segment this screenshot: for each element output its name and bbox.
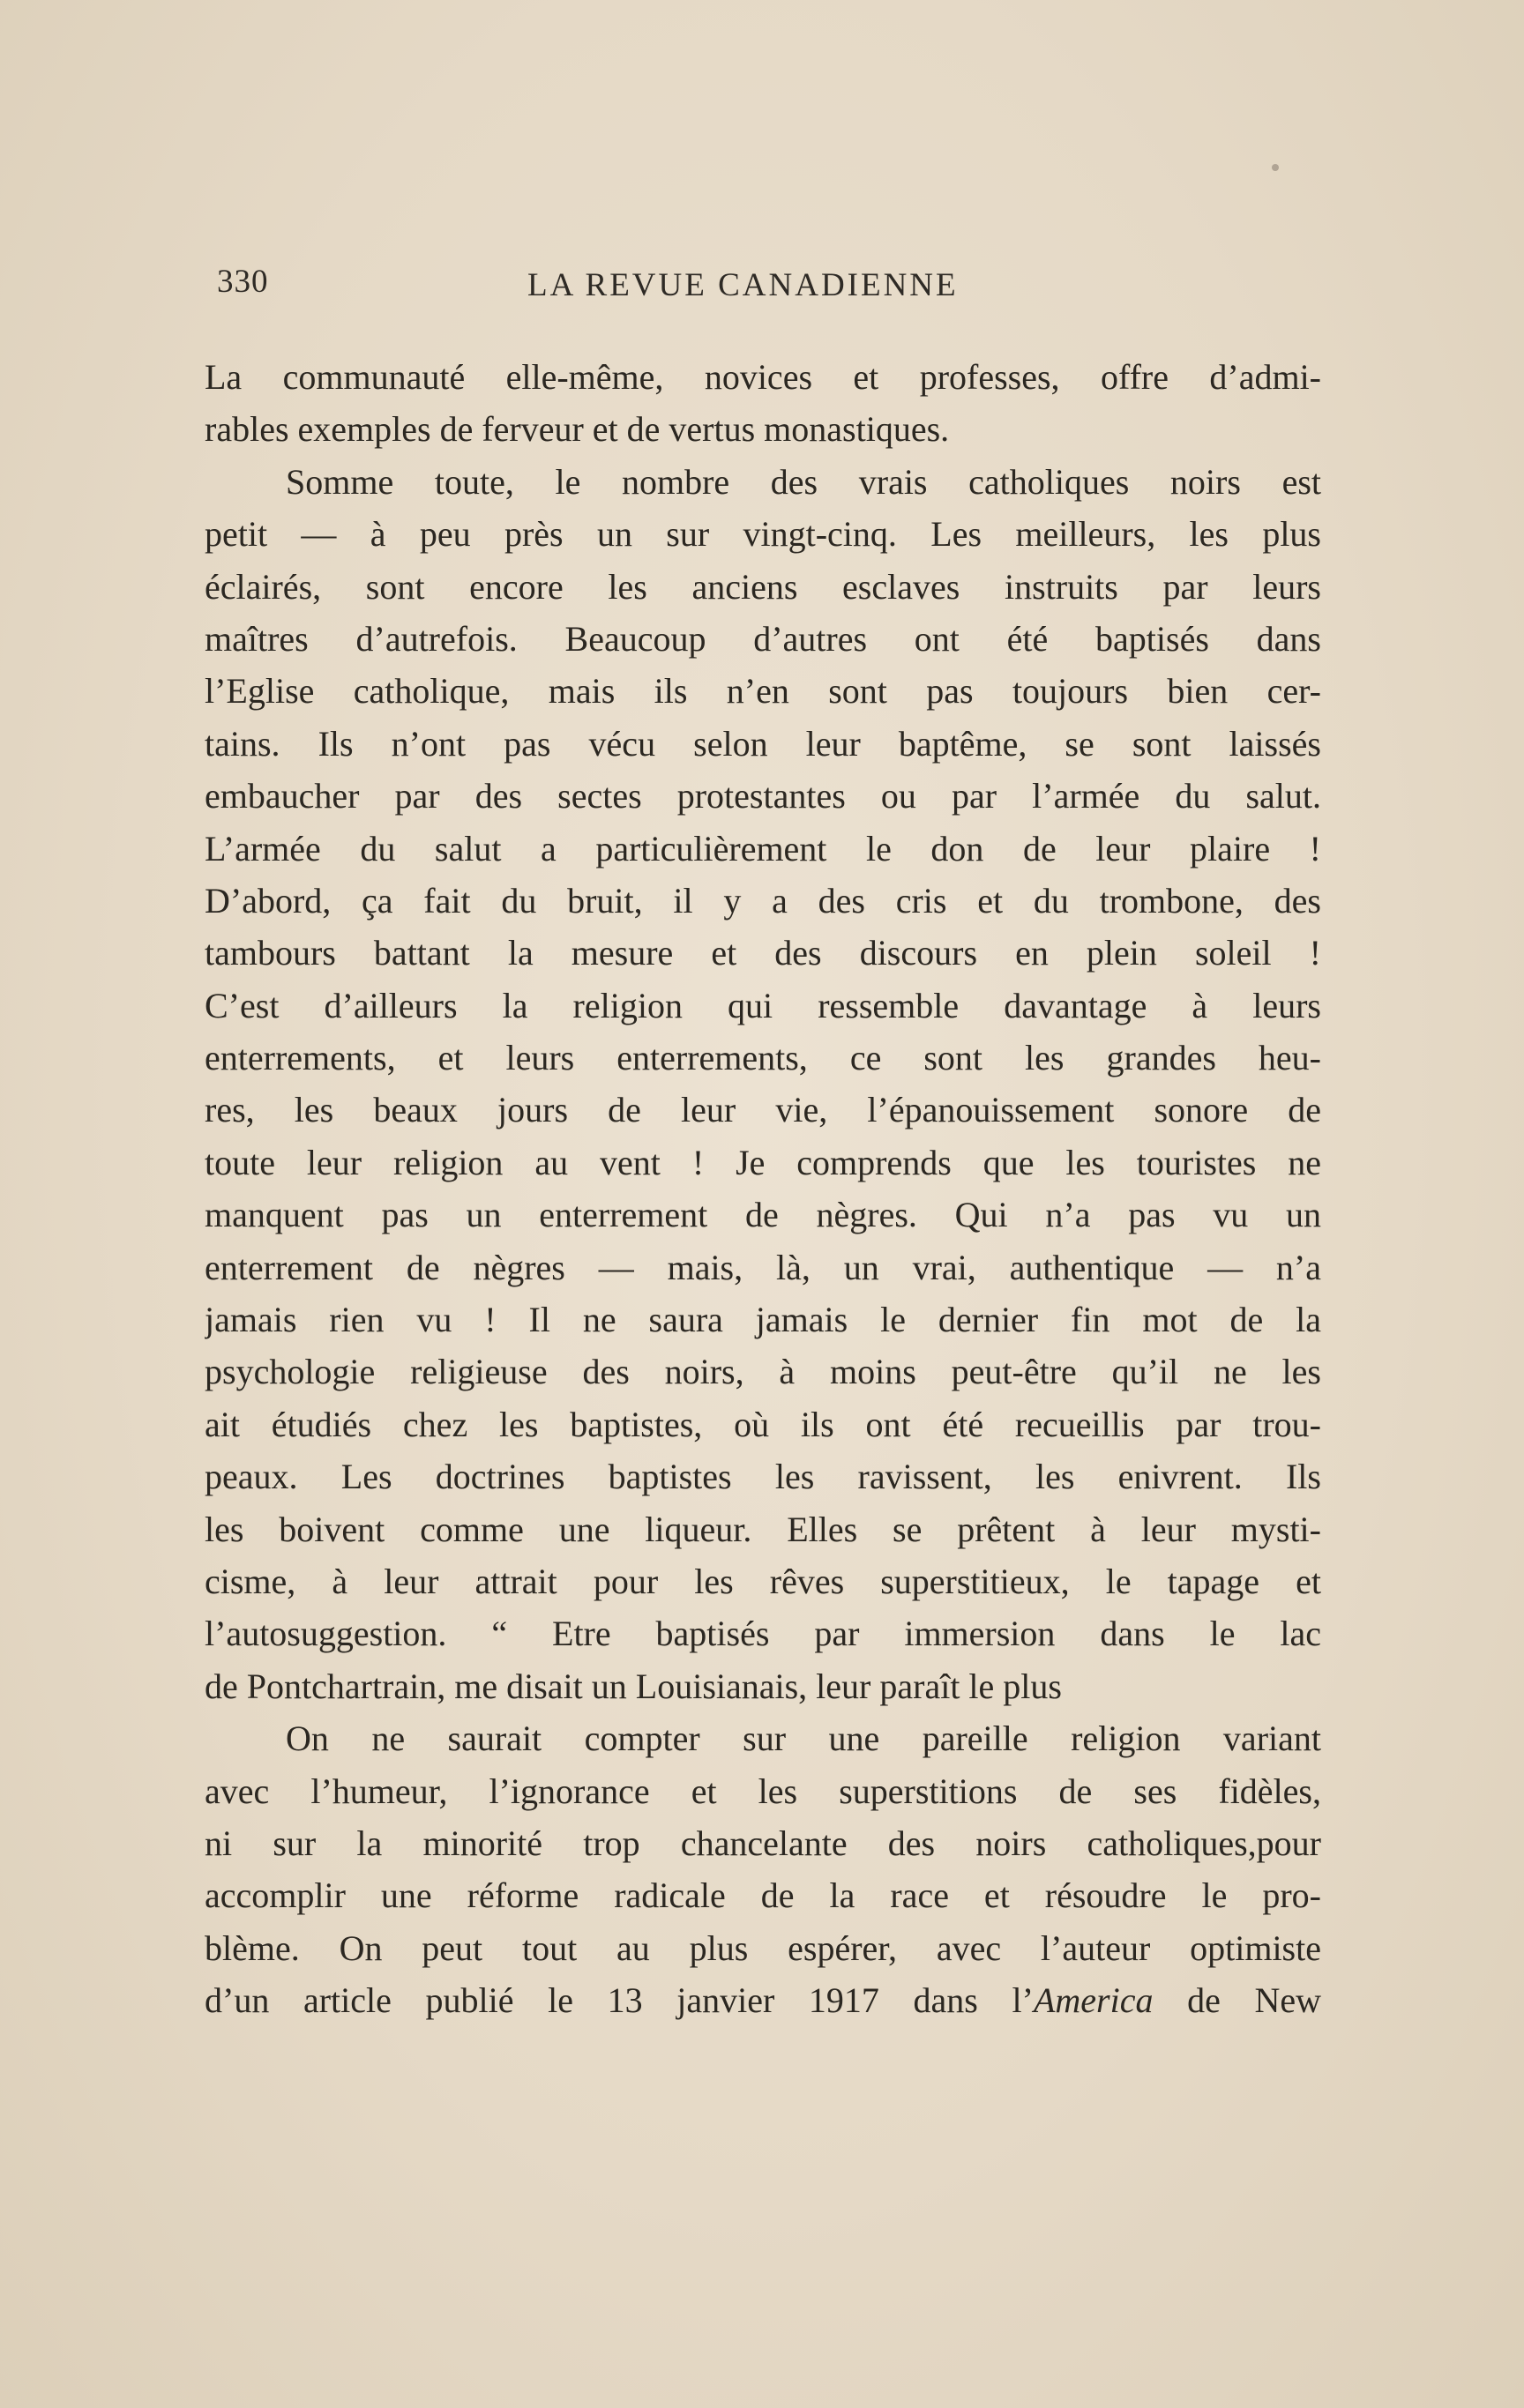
text-line: res, les beaux jours de leur vie, l’épanouissement sonore de <box>205 1090 1321 1130</box>
text-line: les boivent comme une liqueur. Elles se prêtent à leur mysti- <box>205 1509 1321 1549</box>
paragraph <box>205 351 1321 456</box>
page-header <box>217 263 1314 316</box>
text-line: l’autosuggestion. “ Etre baptisés par immersion dans le lac <box>205 1614 1321 1654</box>
text-line: peaux. Les doctrines baptistes les ravissent, les enivrent. Ils <box>205 1457 1321 1497</box>
text-line: jamais rien vu ! Il ne saura jamais le dernier fin mot de la <box>205 1300 1321 1340</box>
text-line: cisme, à leur attrait pour les rêves superstitieux, le tapage et <box>205 1561 1321 1601</box>
text-line: tambours battant la mesure et des discours en plein soleil ! <box>205 933 1321 973</box>
text-line: accomplir une réforme radicale de la race et résoudre le pro- <box>205 1875 1321 1916</box>
text-line: embaucher par des sectes protestantes ou par l’armée du salut. <box>205 776 1321 816</box>
paper-speck <box>1272 164 1279 171</box>
text-line: L’armée du salut a particulièrement le don de leur plaire ! <box>205 828 1321 869</box>
text-line: maîtres d’autrefois. Beaucoup d’autres ont été baptisés dans <box>205 618 1321 659</box>
text-line: Somme toute, le nombre des vrais catholiques noirs est <box>286 461 1321 502</box>
text-line: tains. Ils n’ont pas vécu selon leur baptême, se sont laissés <box>205 723 1321 764</box>
paragraph <box>205 1712 1321 2026</box>
text-line: toute leur religion au vent ! Je comprends que les touristes ne <box>205 1142 1321 1182</box>
text-line: psychologie religieuse des noirs, à moins peut-être qu’il ne les <box>205 1352 1321 1392</box>
running-head: LA REVUE CANADIENNE <box>527 267 959 303</box>
text-line: de Pontchartrain, me disait un Louisianais, leur paraît le plus <box>205 1666 1062 1706</box>
italic-title: America <box>1033 1980 1154 2021</box>
text-line: avec l’humeur, l’ignorance et les superstitions de ses fidèles, <box>205 1771 1321 1811</box>
text-line: enterrements, et leurs enterrements, ce sont les grandes heu- <box>205 1038 1321 1078</box>
text-line: La communauté elle-même, novices et professes, offre d’admi- <box>205 357 1321 397</box>
text-line: On ne saurait compter sur une pareille religion variant <box>286 1718 1321 1759</box>
text-line: enterrement de nègres — mais, là, un vrai, authentique — n’a <box>205 1247 1321 1287</box>
text-line: ni sur la minorité trop chancelante des noirs catholiques,pour <box>205 1823 1321 1863</box>
text-line: l’Eglise catholique, mais ils n’en sont pas toujours bien cer- <box>205 671 1321 712</box>
body-text <box>205 351 1321 2027</box>
paragraph <box>205 456 1321 1712</box>
text-line: petit — à peu près un sur vingt-cinq. Les meilleurs, les plus <box>205 514 1321 555</box>
text-line: C’est d’ailleurs la religion qui ressemble davantage à leurs <box>205 985 1321 1025</box>
page-number: 330 <box>217 264 269 300</box>
text-line: D’abord, ça fait du bruit, il y a des cris et du trombone, des <box>205 880 1321 921</box>
text-line: rables exemples de ferveur et de vertus monastiques. <box>205 409 950 450</box>
text-line: éclairés, sont encore les anciens esclaves instruits par leurs <box>205 566 1321 607</box>
text-line: blème. On peut tout au plus espérer, avec l’auteur optimiste <box>205 1927 1321 1968</box>
text-line: manquent pas un enterrement de nègres. Qui n’a pas vu un <box>205 1195 1321 1235</box>
text-line: ait étudiés chez les baptistes, où ils ont été recueillis par trou- <box>205 1404 1321 1444</box>
text-line: d’un article publié le 13 janvier 1917 dans l’America de New <box>205 1980 1321 2021</box>
